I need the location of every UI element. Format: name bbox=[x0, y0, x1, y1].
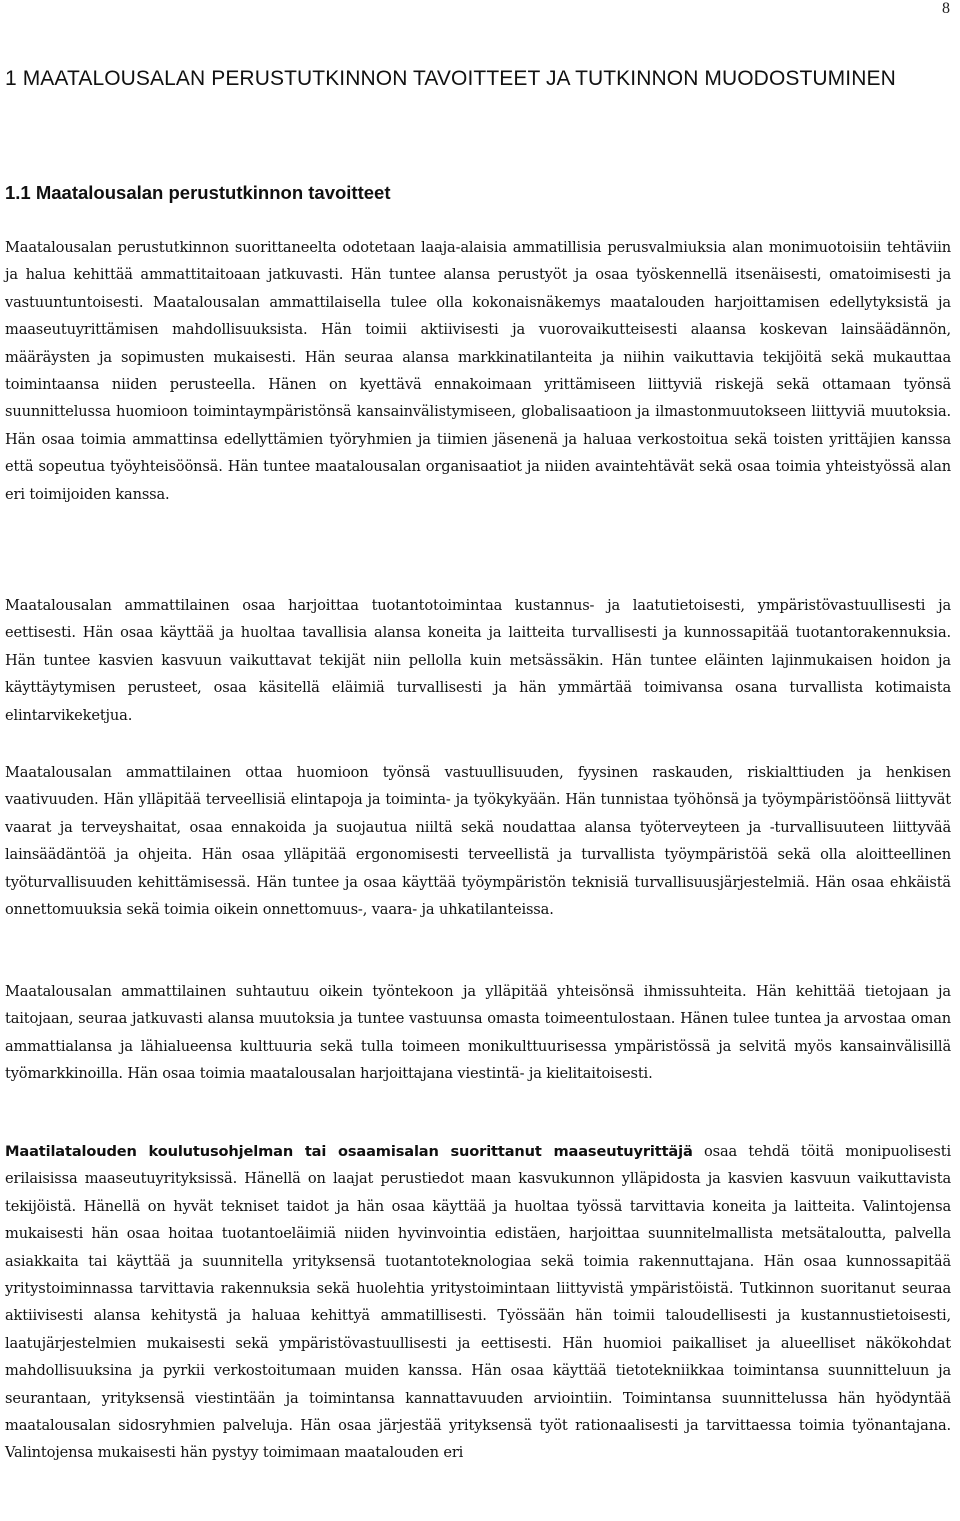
paragraph-lead-bold: Maatilatalouden koulutusohjelman tai osaamisalan suorittanut maaseutuyrittäjä bbox=[5, 1143, 693, 1160]
paragraph-production: Maatalousalan ammattilainen osaa harjoittaa tuotantotoimintaa kustannus- ja laatutietoisesti, ympäristövastuullisesti ja eettisesti. Hän osaa käyttää ja huoltaa tavallisia alansa koneita ja laitteita turvallisesti ja kunnossapitää tuotantorakennuksia. Hän tuntee kasvien kasvuun vaikuttavat tekijät niin pellolla kuin metsässäkin. Hän tuntee eläinten lajinmukaisen hoidon ja käyttäytymisen perusteet, osaa käsitellä eläimiä turvallisesti ja hän ymmärtää toimivansa osana turvallista kotimaista elintarvikeketjua. bbox=[5, 597, 951, 724]
paragraph-goals-general: Maatalousalan perustutkinnon suorittaneelta odotetaan laaja-alaisia ammatillisia perusvalmiuksia alan monimuotoisiin tehtäviin ja halua kehittää ammattitaitoaan jatkuvasti. Hän tuntee alansa perustyöt ja osaa työskennellä itsenäisesti, omatoimisesti ja vastuuntuntoisesti. Maatalousalan ammattilaisella tulee olla kokonaisnäkemys maatalouden harjoittamisen edellytyksistä ja maaseutuyrittämisen mahdollisuuksista. Hän toimii aktiivisesti ja vuorovaikutteisesti alaansa koskevan lainsäädännön, määräysten ja sopimusten mukaisesti. Hän seuraa alansa markkinatilanteita ja niihin vaikuttavia tekijöitä sekä mukauttaa toimintaansa niiden perusteella. Hänen on kyettävä ennakoimaan yrittämiseen liittyviä riskejä sekä ottamaan työnsä suunnittelussa huomioon toimintaympäristönsä kansainvälistymiseen, globalisaatioon ja ilmastonmuutokseen liittyviä muutoksia. Hän osaa toimia ammattinsa edellyttämien työryhmien ja tiimien jäsenenä ja haluaa verkostoitua sekä toisten yrittäjien kanssa että sopeutua työyhteisöönsä. Hän tuntee maatalousalan organisaatiot ja niiden avaintehtävät sekä osaa toimia yhteistyössä alan eri toimijoiden kanssa. bbox=[5, 239, 951, 503]
paragraph-rest: osaa tehdä töitä monipuolisesti erilaisissa maaseutuyrityksissä. Hänellä on laajat perustiedot maan kasvukunnon ylläpidosta ja kasvien kasvuun vaikuttavista tekijöistä. Hänellä on hyvät tekniset taidot ja hän osaa käyttää ja huoltaa työssä tarvittavia koneita ja laitteita. Valintojensa mukaisesti hän osaa hoitaa tuotantoeläimiä niiden hyvinvointia edistäen, harjoittaa suunnitelmallista metsätaloutta, palvella asiakkaita tai käyttää ja suunnitella yrityksensä tuotantoteknologiaa sekä toimia rakennuttajana. Hän osaa kunnossapitää yritystoiminnassa tarvittavia rakennuksia sekä huolehtia yritystoimintaan liittyvistä ympäristöistä. Tutkinnon suoritanut seuraa aktiivisesti alansa kehitystä ja haluaa kehittyä ammatillisesti. Työssään hän toimii taloudellisesti ja kustannustietoisesti, laatujärjestelmien mukaisesti sekä ympäristövastuullisesti ja eettisesti. Hän huomioi paikalliset ja alueelliset näkökohdat mahdollisuuksina ja pyrkii verkostoitumaan muiden kanssa. Hän osaa käyttää tietotekniikkaa toimintansa suunnitteluun ja seurantaan, yrityksensä viestintään ja toimintansa kannattavuuden arviointiin. Toimintansa suunnittelussa hän hyödyntää maatalousalan sidosryhmien palveluja. Hän osaa järjestää yrityksensä työt rationaalisesti ja tarvittaessa toimia työnantajana. Valintojensa mukaisesti hän pystyy toimimaan maatalouden eri bbox=[5, 1143, 951, 1462]
paragraph-rural-entrepreneur bbox=[5, 1138, 951, 1467]
section-heading: 1.1 Maatalousalan perustutkinnon tavoitteet bbox=[5, 182, 391, 203]
page-number: 8 bbox=[942, 0, 950, 17]
chapter-heading: 1 MAATALOUSALAN PERUSTUTKINNON TAVOITTEET JA TUTKINNON MUODOSTUMINEN bbox=[5, 67, 896, 90]
paragraph-professional-attitude: Maatalousalan ammattilainen suhtautuu oikein työntekoon ja ylläpitää yhteisönsä ihmissuhteita. Hän kehittää tietojaan ja taitojaan, seuraa jatkuvasti alansa muutoksia ja tuntee vastuunsa omasta toimeentulostaan. Hänen tulee tuntea ja arvostaa oman ammattialansa ja lähialueensa kulttuuria sekä tulla toimeen monikulttuurisessa ympäristössä ja selvitä myös kansainvälisillä työmarkkinoilla. Hän osaa toimia maatalousalan harjoittajana viestintä- ja kielitaitoisesti. bbox=[5, 983, 951, 1083]
paragraph-safety: Maatalousalan ammattilainen ottaa huomioon työnsä vastuullisuuden, fyysinen raskauden, riskialttiuden ja henkisen vaativuuden. Hän ylläpitää terveellisiä elintapoja ja toiminta- ja työkykyään. Hän tunnistaa työhönsä ja työympäristöönsä liittyvät vaarat ja terveyshaitat, osaa ennakoida ja suojautua niiltä sekä noudattaa alansa työterveyteen ja -turvallisuuteen liittyvää lainsäädäntöä ja ohjeita. Hän osaa ylläpitää ergonomisesti terveellistä ja turvallista työympäristöä sekä olla aloitteellinen työturvallisuuden kehittämisessä. Hän tuntee ja osaa käyttää työympäristön teknisiä turvallisuusjärjestelmiä. Hän osaa ehkäistä onnettomuuksia sekä toimia oikein onnettomuus-, vaara- ja uhkatilanteissa. bbox=[5, 764, 951, 919]
